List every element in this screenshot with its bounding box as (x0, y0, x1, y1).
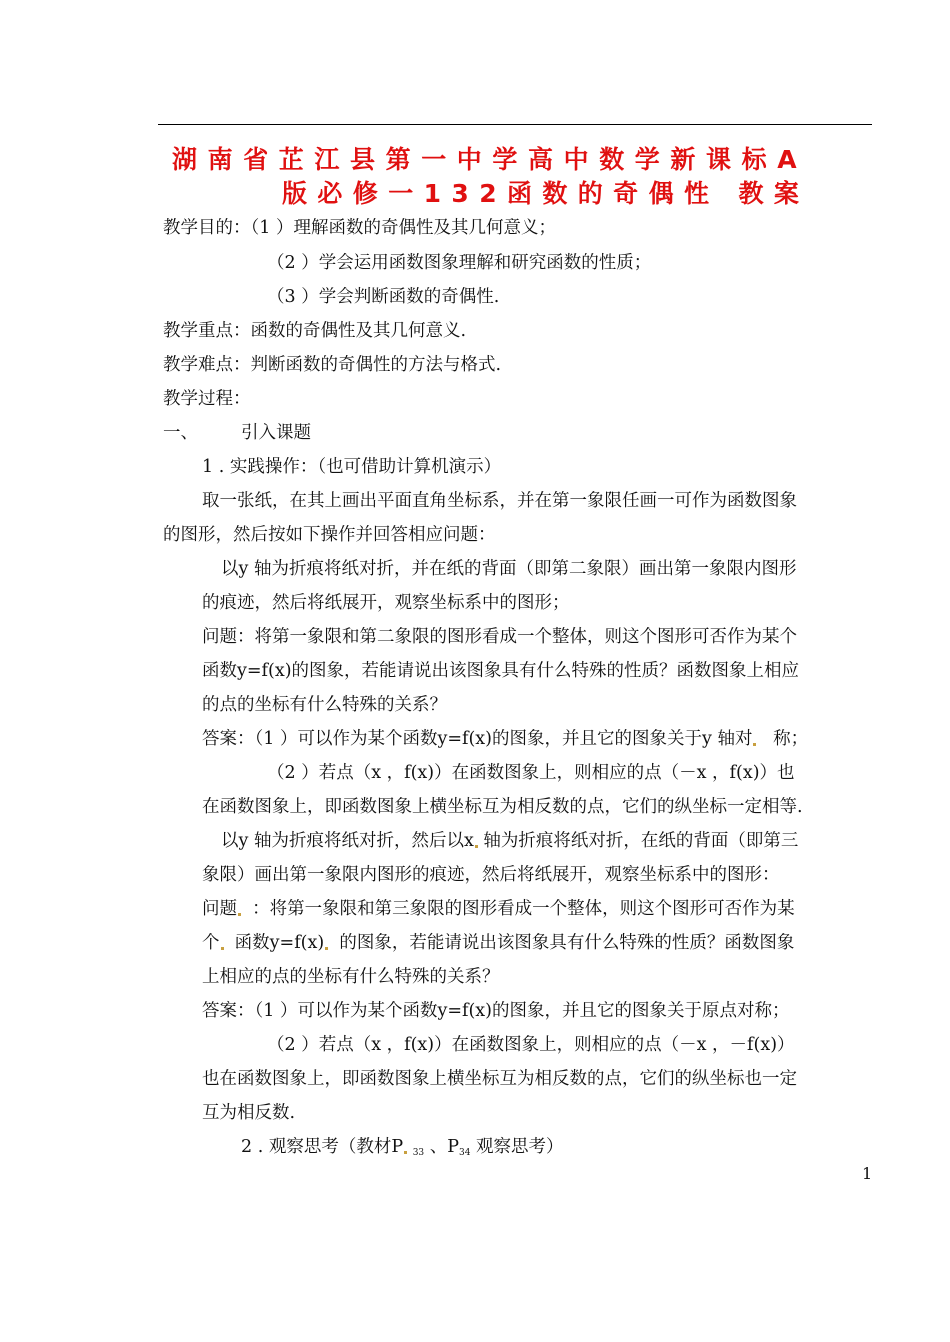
answer1-line1-text: 答案：（1 ）可以作为某个函数y=f(x)的图象，并且它的图象关于y 轴对 (202, 729, 753, 749)
page-ref-34: 34 (459, 1148, 471, 1158)
answer2-line4: 互为相反数. (202, 1103, 296, 1123)
document-title-line1: 湖南省芷江县第一中学高中数学新课标A (172, 145, 808, 174)
objective-item-1: （1 ）理解函数的奇偶性及其几何意义； (250, 218, 556, 238)
page-ref-33: 33 (412, 1148, 425, 1158)
question1-line1: 问题：将第一象限和第二象限的图形看成一个整体，则这个图形可否作为某个 (202, 627, 797, 647)
section-1-title: 引入课题 (241, 423, 311, 443)
marker-dot (404, 1151, 407, 1154)
question1-line3: 的点的坐标有什么特殊的关系？ (202, 695, 447, 715)
process-label: 教学过程： (163, 389, 251, 409)
answer1-line1-end: 称； (773, 729, 809, 749)
question2-line2 (202, 931, 794, 955)
answer1-line1 (202, 727, 808, 751)
step-1: 1 . 实践操作：（也可借助计算机演示） (202, 457, 502, 477)
question2-line2-start: 个 (202, 933, 220, 953)
header-rule (158, 124, 872, 125)
step-2 (241, 1135, 564, 1165)
answer1-line3: 在函数图象上，即函数图象上横坐标互为相反数的点，它们的纵坐标一定相等. (202, 797, 803, 817)
para1-line1: 取一张纸，在其上画出平面直角坐标系，并在第一象限任画一可作为函数图象 (202, 491, 797, 511)
para3-line1 (221, 829, 798, 853)
section-1-number: 一、 (163, 423, 198, 443)
marker-dot (221, 947, 224, 950)
answer2-line1: 答案：（1 ）可以作为某个函数y=f(x)的图象，并且它的图象关于原点对称； (202, 1001, 790, 1021)
marker-dot (325, 947, 328, 950)
marker-dot (753, 743, 756, 746)
key-point: 教学重点：函数的奇偶性及其几何意义. (163, 321, 467, 341)
step-2-text: 2 . 观察思考（教材P (241, 1137, 404, 1157)
para1-line2: 的图形，然后按如下操作并回答相应问题： (163, 525, 496, 545)
para3-line1-start: 以y 轴为折痕将纸对折，然后以x (221, 831, 474, 851)
objectives-line1 (163, 216, 556, 240)
question2-line3: 上相应的点的坐标有什么特殊的关系？ (202, 967, 500, 987)
marker-dot (475, 845, 478, 848)
objectives-label: 教学目的： (163, 218, 251, 238)
document-title-line2: 版必修一132函数的奇偶性 教案 (282, 179, 810, 208)
para2-line2: 的痕迹，然后将纸展开，观察坐标系中的图形； (202, 593, 570, 613)
para3-line2: 象限）画出第一象限内图形的痕迹，然后将纸展开，观察坐标系中的图形： (202, 865, 780, 885)
question2-line1 (202, 897, 795, 921)
marker-dot (238, 913, 241, 916)
question2-function: 函数y=f(x) (234, 933, 325, 953)
step-2-end: 观察思考） (470, 1137, 564, 1157)
question1-line2: 函数y=f(x)的图象，若能请说出该图象具有什么特殊的性质？函数图象上相应 (202, 661, 800, 681)
para2-line1: 以y 轴为折痕将纸对折，并在纸的背面（即第二象限）画出第一象限内图形 (221, 559, 797, 579)
question2-line2-end: 的图象，若能请说出该图象具有什么特殊的性质？函数图象 (339, 933, 795, 953)
answer1-line2: （2 ）若点（x ，f(x)）在函数图象上，则相应的点（－x ，f(x)）也 (267, 763, 795, 783)
objective-item-3: （3 ）学会判断函数的奇偶性. (267, 287, 500, 307)
objective-item-2: （2 ）学会运用函数图象理解和研究函数的性质； (267, 253, 652, 273)
para3-line1-end: 轴为折痕将纸对折，在纸的背面（即第三 (483, 831, 799, 851)
question2-label: 问题 (202, 899, 237, 919)
answer2-line2: （2 ）若点（x ，f(x)）在函数图象上，则相应的点（－x ，－f(x)） (267, 1035, 795, 1055)
answer2-line3: 也在函数图象上，即函数图象上横坐标互为相反数的点，它们的纵坐标也一定 (202, 1069, 797, 1089)
difficulty: 教学难点：判断函数的奇偶性的方法与格式. (163, 355, 502, 375)
page-number: 1 (862, 1164, 873, 1183)
question2-line1-text: ：将第一象限和第三象限的图形看成一个整体，则这个图形可否作为某 (252, 899, 795, 919)
step-2-sep: 、P (429, 1137, 459, 1157)
